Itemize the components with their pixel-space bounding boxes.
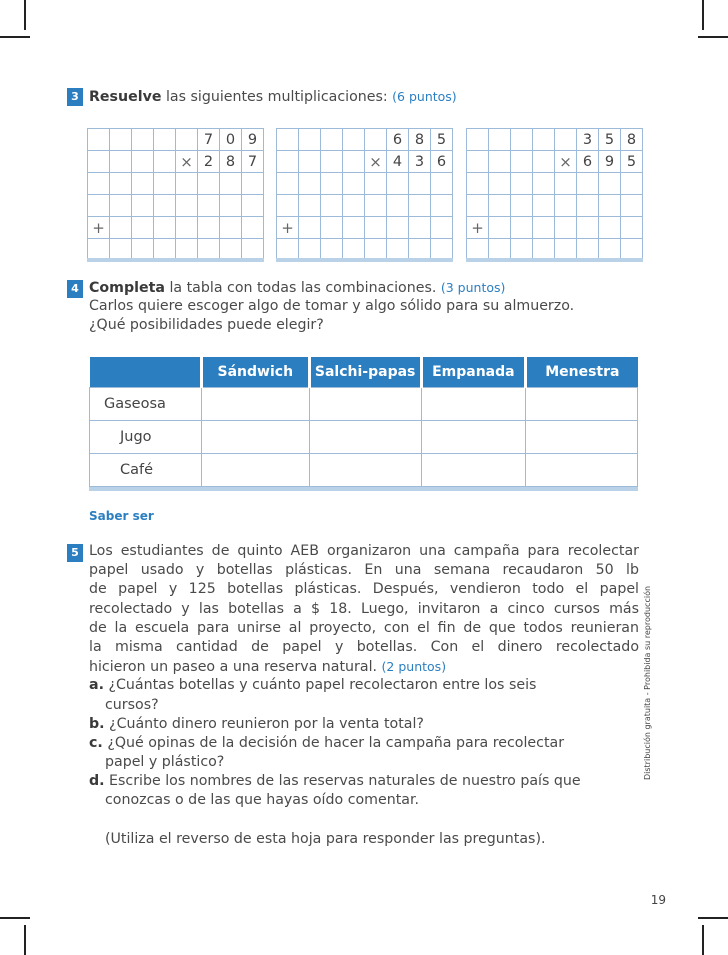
grid-cell[interactable] xyxy=(577,173,599,195)
grid-cell[interactable] xyxy=(343,173,365,195)
item-d-text: Escribe los nombres de las reservas naturales de nuestro país que xyxy=(104,773,581,790)
grid-cell[interactable] xyxy=(409,195,431,217)
grid-cell[interactable] xyxy=(431,217,453,239)
grid-cell[interactable] xyxy=(299,151,321,173)
question-number-5: 5 xyxy=(67,544,83,562)
grid-cell[interactable] xyxy=(299,217,321,239)
item-b-label: b. xyxy=(89,715,105,732)
item-a-text: ¿Cuántas botellas y cuánto papel recolectaron entre los seis xyxy=(103,677,537,694)
blank-line xyxy=(89,811,639,830)
grid-cell[interactable] xyxy=(599,217,621,239)
question-4-line-2: Carlos quiere escoger algo de tomar y algo sólido para su almuerzo. xyxy=(89,298,575,314)
question-3-prompt xyxy=(89,87,457,107)
question-number-3: 3 xyxy=(67,88,83,106)
question-5-line: la misma cantidad de papel y botellas. Con el dinero recolectado xyxy=(89,638,639,655)
row-label-cafe: Café xyxy=(90,454,202,487)
grid-cell[interactable]: 8 xyxy=(220,151,242,173)
question-5-line: de la escuela para unirse al proyecto, con el fin de que todos reunieran xyxy=(89,619,639,636)
item-c xyxy=(89,734,639,753)
grid-cell[interactable] xyxy=(431,195,453,217)
grid-cell[interactable] xyxy=(409,217,431,239)
grid-cell[interactable] xyxy=(489,195,511,217)
question-3-points: (6 puntos) xyxy=(392,89,457,104)
grid-cell[interactable] xyxy=(321,129,343,151)
grid-cell[interactable]: × xyxy=(365,151,387,173)
question-5-line: de papel y 125 botellas plásticas. Después, vendieron todo el papel xyxy=(89,581,639,598)
grid-cell[interactable] xyxy=(431,173,453,195)
crop-mark xyxy=(24,925,26,955)
grid-cell[interactable] xyxy=(154,195,176,217)
grid-cell[interactable] xyxy=(88,151,110,173)
item-d-label: d. xyxy=(89,773,105,790)
grid-row xyxy=(467,195,643,217)
grid-cell[interactable] xyxy=(511,217,533,239)
grid-cell[interactable] xyxy=(599,195,621,217)
grid-cell[interactable] xyxy=(110,129,132,151)
answer-cell[interactable] xyxy=(201,421,309,454)
question-5-line xyxy=(89,657,639,676)
grid-row xyxy=(88,195,264,217)
grid-cell[interactable] xyxy=(621,195,643,217)
answer-cell[interactable] xyxy=(201,388,309,421)
grid-cell[interactable]: 8 xyxy=(409,129,431,151)
section-label-saber-ser: Saber ser xyxy=(89,509,154,523)
question-5-body xyxy=(89,542,639,849)
question-4-text: la tabla con todas las combinaciones. xyxy=(164,280,441,296)
question-4-lead: Completa xyxy=(89,280,165,296)
grid-cell[interactable] xyxy=(154,129,176,151)
grid-cell[interactable] xyxy=(176,195,198,217)
grid-cell[interactable] xyxy=(220,173,242,195)
answer-cell[interactable] xyxy=(309,454,421,487)
grid-cell[interactable] xyxy=(88,173,110,195)
grid-cell[interactable] xyxy=(343,151,365,173)
grid-cell[interactable] xyxy=(387,217,409,239)
grid-cell[interactable] xyxy=(577,217,599,239)
grid-row xyxy=(277,217,453,239)
grid-cell[interactable]: 6 xyxy=(387,129,409,151)
row-label-jugo: Jugo xyxy=(90,421,202,454)
crop-mark xyxy=(698,917,728,919)
grid-cell[interactable] xyxy=(242,195,264,217)
grid-cell[interactable] xyxy=(154,173,176,195)
grid-row xyxy=(467,173,643,195)
question-3-text: las siguientes multiplicaciones: xyxy=(161,89,393,105)
crop-mark xyxy=(0,36,30,38)
grid-cell[interactable]: 4 xyxy=(387,151,409,173)
grid-row xyxy=(277,173,453,195)
page-number: 19 xyxy=(650,893,666,907)
grid-cell[interactable] xyxy=(132,217,154,239)
answer-cell[interactable] xyxy=(421,454,526,487)
grid-cell[interactable] xyxy=(277,151,299,173)
grid-cell[interactable] xyxy=(387,195,409,217)
answer-cell[interactable] xyxy=(421,388,526,421)
grid-cell[interactable]: 3 xyxy=(409,151,431,173)
grid-cell[interactable] xyxy=(176,217,198,239)
grid-row xyxy=(277,195,453,217)
grid-cell[interactable] xyxy=(343,129,365,151)
grid-cell[interactable]: + xyxy=(277,217,299,239)
grid-cell[interactable] xyxy=(599,173,621,195)
grid-row xyxy=(467,129,643,151)
grid-cell[interactable] xyxy=(220,195,242,217)
question-3-lead: Resuelve xyxy=(89,89,162,105)
grid-cell[interactable] xyxy=(555,195,577,217)
item-a-continuation: cursos? xyxy=(105,696,159,713)
grid-cell[interactable] xyxy=(132,173,154,195)
grid-cell[interactable] xyxy=(242,173,264,195)
answer-note: (Utiliza el reverso de esta hoja para responder las preguntas). xyxy=(105,830,546,847)
grid-cell[interactable] xyxy=(409,173,431,195)
grid-cell[interactable] xyxy=(110,195,132,217)
grid-cell[interactable]: × xyxy=(555,151,577,173)
question-5-line: Los estudiantes de quinto AEB organizaron una campaña para recolectar xyxy=(89,543,639,559)
grid-cell[interactable]: 9 xyxy=(242,129,264,151)
distribution-note: Distribución gratuita - Prohibida su reproducción xyxy=(643,585,652,780)
question-5-last-line: hicieron un paseo a una reserva natural. xyxy=(89,659,382,676)
grid-cell[interactable] xyxy=(365,217,387,239)
grid-cell[interactable] xyxy=(533,151,555,173)
item-a xyxy=(89,676,639,695)
item-c-continuation: papel y plástico? xyxy=(105,754,225,771)
grid-cell[interactable] xyxy=(621,173,643,195)
grid-cell[interactable] xyxy=(511,129,533,151)
grid-cell[interactable] xyxy=(467,129,489,151)
grid-cell[interactable] xyxy=(511,173,533,195)
table-row xyxy=(90,421,638,454)
grid-cell[interactable] xyxy=(277,173,299,195)
question-5-line: recolectado y las botellas a $ 18. Luego, invitaron a cinco cursos más xyxy=(89,600,639,617)
grid-cell[interactable]: 2 xyxy=(198,151,220,173)
column-header-empanada: Empanada xyxy=(421,357,526,388)
question-5-points: (2 puntos) xyxy=(381,659,447,675)
item-d xyxy=(89,772,639,791)
combinations-table xyxy=(89,357,638,487)
grid-cell[interactable] xyxy=(555,129,577,151)
grid-cell[interactable] xyxy=(176,173,198,195)
grid-cell[interactable] xyxy=(489,217,511,239)
crop-mark xyxy=(24,0,26,30)
grid-cell[interactable]: 5 xyxy=(431,129,453,151)
grid-row xyxy=(88,129,264,151)
answer-cell[interactable] xyxy=(309,421,421,454)
answer-cell[interactable] xyxy=(526,421,638,454)
grid-cell[interactable] xyxy=(198,173,220,195)
grid-row xyxy=(88,151,264,173)
grid-cell[interactable] xyxy=(299,129,321,151)
table-row xyxy=(90,388,638,421)
item-d-continuation: conozcas o de las que hayas oído comentar. xyxy=(105,792,420,809)
column-header-menestra: Menestra xyxy=(526,357,638,388)
item-b-text: ¿Cuánto dinero reunieron por la venta total? xyxy=(104,715,424,732)
grid-cell[interactable] xyxy=(277,195,299,217)
grid-cell[interactable] xyxy=(299,173,321,195)
item-c-text: ¿Qué opinas de la decisión de hacer la campaña para recolectar xyxy=(102,734,565,751)
grid-cell[interactable]: + xyxy=(467,217,489,239)
grid-cell[interactable]: 3 xyxy=(577,129,599,151)
grid-cell[interactable] xyxy=(467,195,489,217)
grid-cell[interactable] xyxy=(198,195,220,217)
grid-row xyxy=(467,217,643,239)
grid-cell[interactable] xyxy=(132,129,154,151)
grid-cell[interactable]: + xyxy=(88,217,110,239)
grid-cell[interactable] xyxy=(533,217,555,239)
answer-cell[interactable] xyxy=(526,388,638,421)
item-c-label: c. xyxy=(89,734,103,751)
grid-cell[interactable] xyxy=(110,151,132,173)
grid-cell[interactable]: × xyxy=(176,151,198,173)
question-4-points: (3 puntos) xyxy=(440,280,506,295)
grid-row xyxy=(88,217,264,239)
grid-cell[interactable]: 9 xyxy=(599,151,621,173)
multiplication-grid-3[interactable] xyxy=(466,128,643,261)
combinations-header-row xyxy=(90,357,638,388)
grid-cell[interactable] xyxy=(365,129,387,151)
grid-row xyxy=(277,129,453,151)
grid-cell[interactable] xyxy=(621,217,643,239)
header-empty-cell xyxy=(90,357,202,388)
grid-cell[interactable] xyxy=(198,217,220,239)
grid-cell[interactable] xyxy=(343,217,365,239)
grid-cell[interactable] xyxy=(533,195,555,217)
grid-cell[interactable]: 0 xyxy=(220,129,242,151)
table-row xyxy=(90,454,638,487)
grid-cell[interactable] xyxy=(321,217,343,239)
grid-cell[interactable] xyxy=(321,195,343,217)
grid-cell[interactable] xyxy=(242,217,264,239)
grid-cell[interactable] xyxy=(489,173,511,195)
grid-cell[interactable] xyxy=(489,151,511,173)
grid-cell[interactable] xyxy=(511,195,533,217)
grid-cell[interactable] xyxy=(387,173,409,195)
grid-cell[interactable] xyxy=(511,151,533,173)
grid-cell[interactable] xyxy=(365,173,387,195)
grid-cell[interactable] xyxy=(577,195,599,217)
answer-cell[interactable] xyxy=(526,454,638,487)
multiplication-grid-2[interactable] xyxy=(276,128,453,261)
grid-cell[interactable] xyxy=(365,195,387,217)
item-b xyxy=(89,715,639,734)
grid-cell[interactable] xyxy=(555,173,577,195)
grid-cell[interactable] xyxy=(88,195,110,217)
grid-row xyxy=(277,151,453,173)
answer-cell[interactable] xyxy=(421,421,526,454)
grid-cell[interactable] xyxy=(299,195,321,217)
grid-cell[interactable] xyxy=(220,217,242,239)
grid-row xyxy=(88,173,264,195)
table-shadow xyxy=(89,487,638,491)
grid-cell[interactable]: 6 xyxy=(577,151,599,173)
grid-cell[interactable] xyxy=(467,173,489,195)
grid-cell[interactable] xyxy=(467,151,489,173)
grid-cell[interactable]: 5 xyxy=(621,151,643,173)
grid-cell[interactable] xyxy=(88,129,110,151)
grid-cell[interactable] xyxy=(343,195,365,217)
grid-cell[interactable] xyxy=(321,151,343,173)
grid-cell[interactable] xyxy=(555,217,577,239)
grid-cell[interactable] xyxy=(154,217,176,239)
question-5-line: papel usado y botellas plásticas. En una semana recaudaron 50 lb xyxy=(89,562,639,579)
question-number-4: 4 xyxy=(67,280,83,298)
grid-cell[interactable] xyxy=(321,173,343,195)
grid-shadow xyxy=(466,258,643,262)
grid-cell[interactable] xyxy=(176,129,198,151)
crop-mark xyxy=(702,925,704,955)
grid-cell[interactable]: 5 xyxy=(599,129,621,151)
grid-cell[interactable]: 6 xyxy=(431,151,453,173)
grid-cell[interactable] xyxy=(154,151,176,173)
grid-cell[interactable]: 7 xyxy=(198,129,220,151)
answer-cell[interactable] xyxy=(201,454,309,487)
grid-shadow xyxy=(276,258,453,262)
crop-mark xyxy=(698,36,728,38)
grid-cell[interactable]: 7 xyxy=(242,151,264,173)
grid-cell[interactable] xyxy=(489,129,511,151)
column-header-sandwich: Sándwich xyxy=(201,357,309,388)
question-4-prompt xyxy=(89,278,505,298)
grid-shadow xyxy=(87,258,264,262)
grid-row xyxy=(467,151,643,173)
grid-cell[interactable] xyxy=(277,129,299,151)
grid-cell[interactable] xyxy=(132,151,154,173)
grid-cell[interactable] xyxy=(533,173,555,195)
row-label-gaseosa: Gaseosa xyxy=(90,388,202,421)
crop-mark xyxy=(0,917,30,919)
multiplication-grid-1[interactable] xyxy=(87,128,264,261)
question-4-line-3: ¿Qué posibilidades puede elegir? xyxy=(89,317,324,333)
crop-mark xyxy=(702,0,704,30)
item-a-label: a. xyxy=(89,677,104,694)
answer-cell[interactable] xyxy=(309,388,421,421)
grid-cell[interactable] xyxy=(110,217,132,239)
grid-cell[interactable] xyxy=(110,173,132,195)
grid-cell[interactable] xyxy=(533,129,555,151)
column-header-salchipapas: Salchi-papas xyxy=(309,357,421,388)
grid-cell[interactable]: 8 xyxy=(621,129,643,151)
grid-cell[interactable] xyxy=(132,195,154,217)
